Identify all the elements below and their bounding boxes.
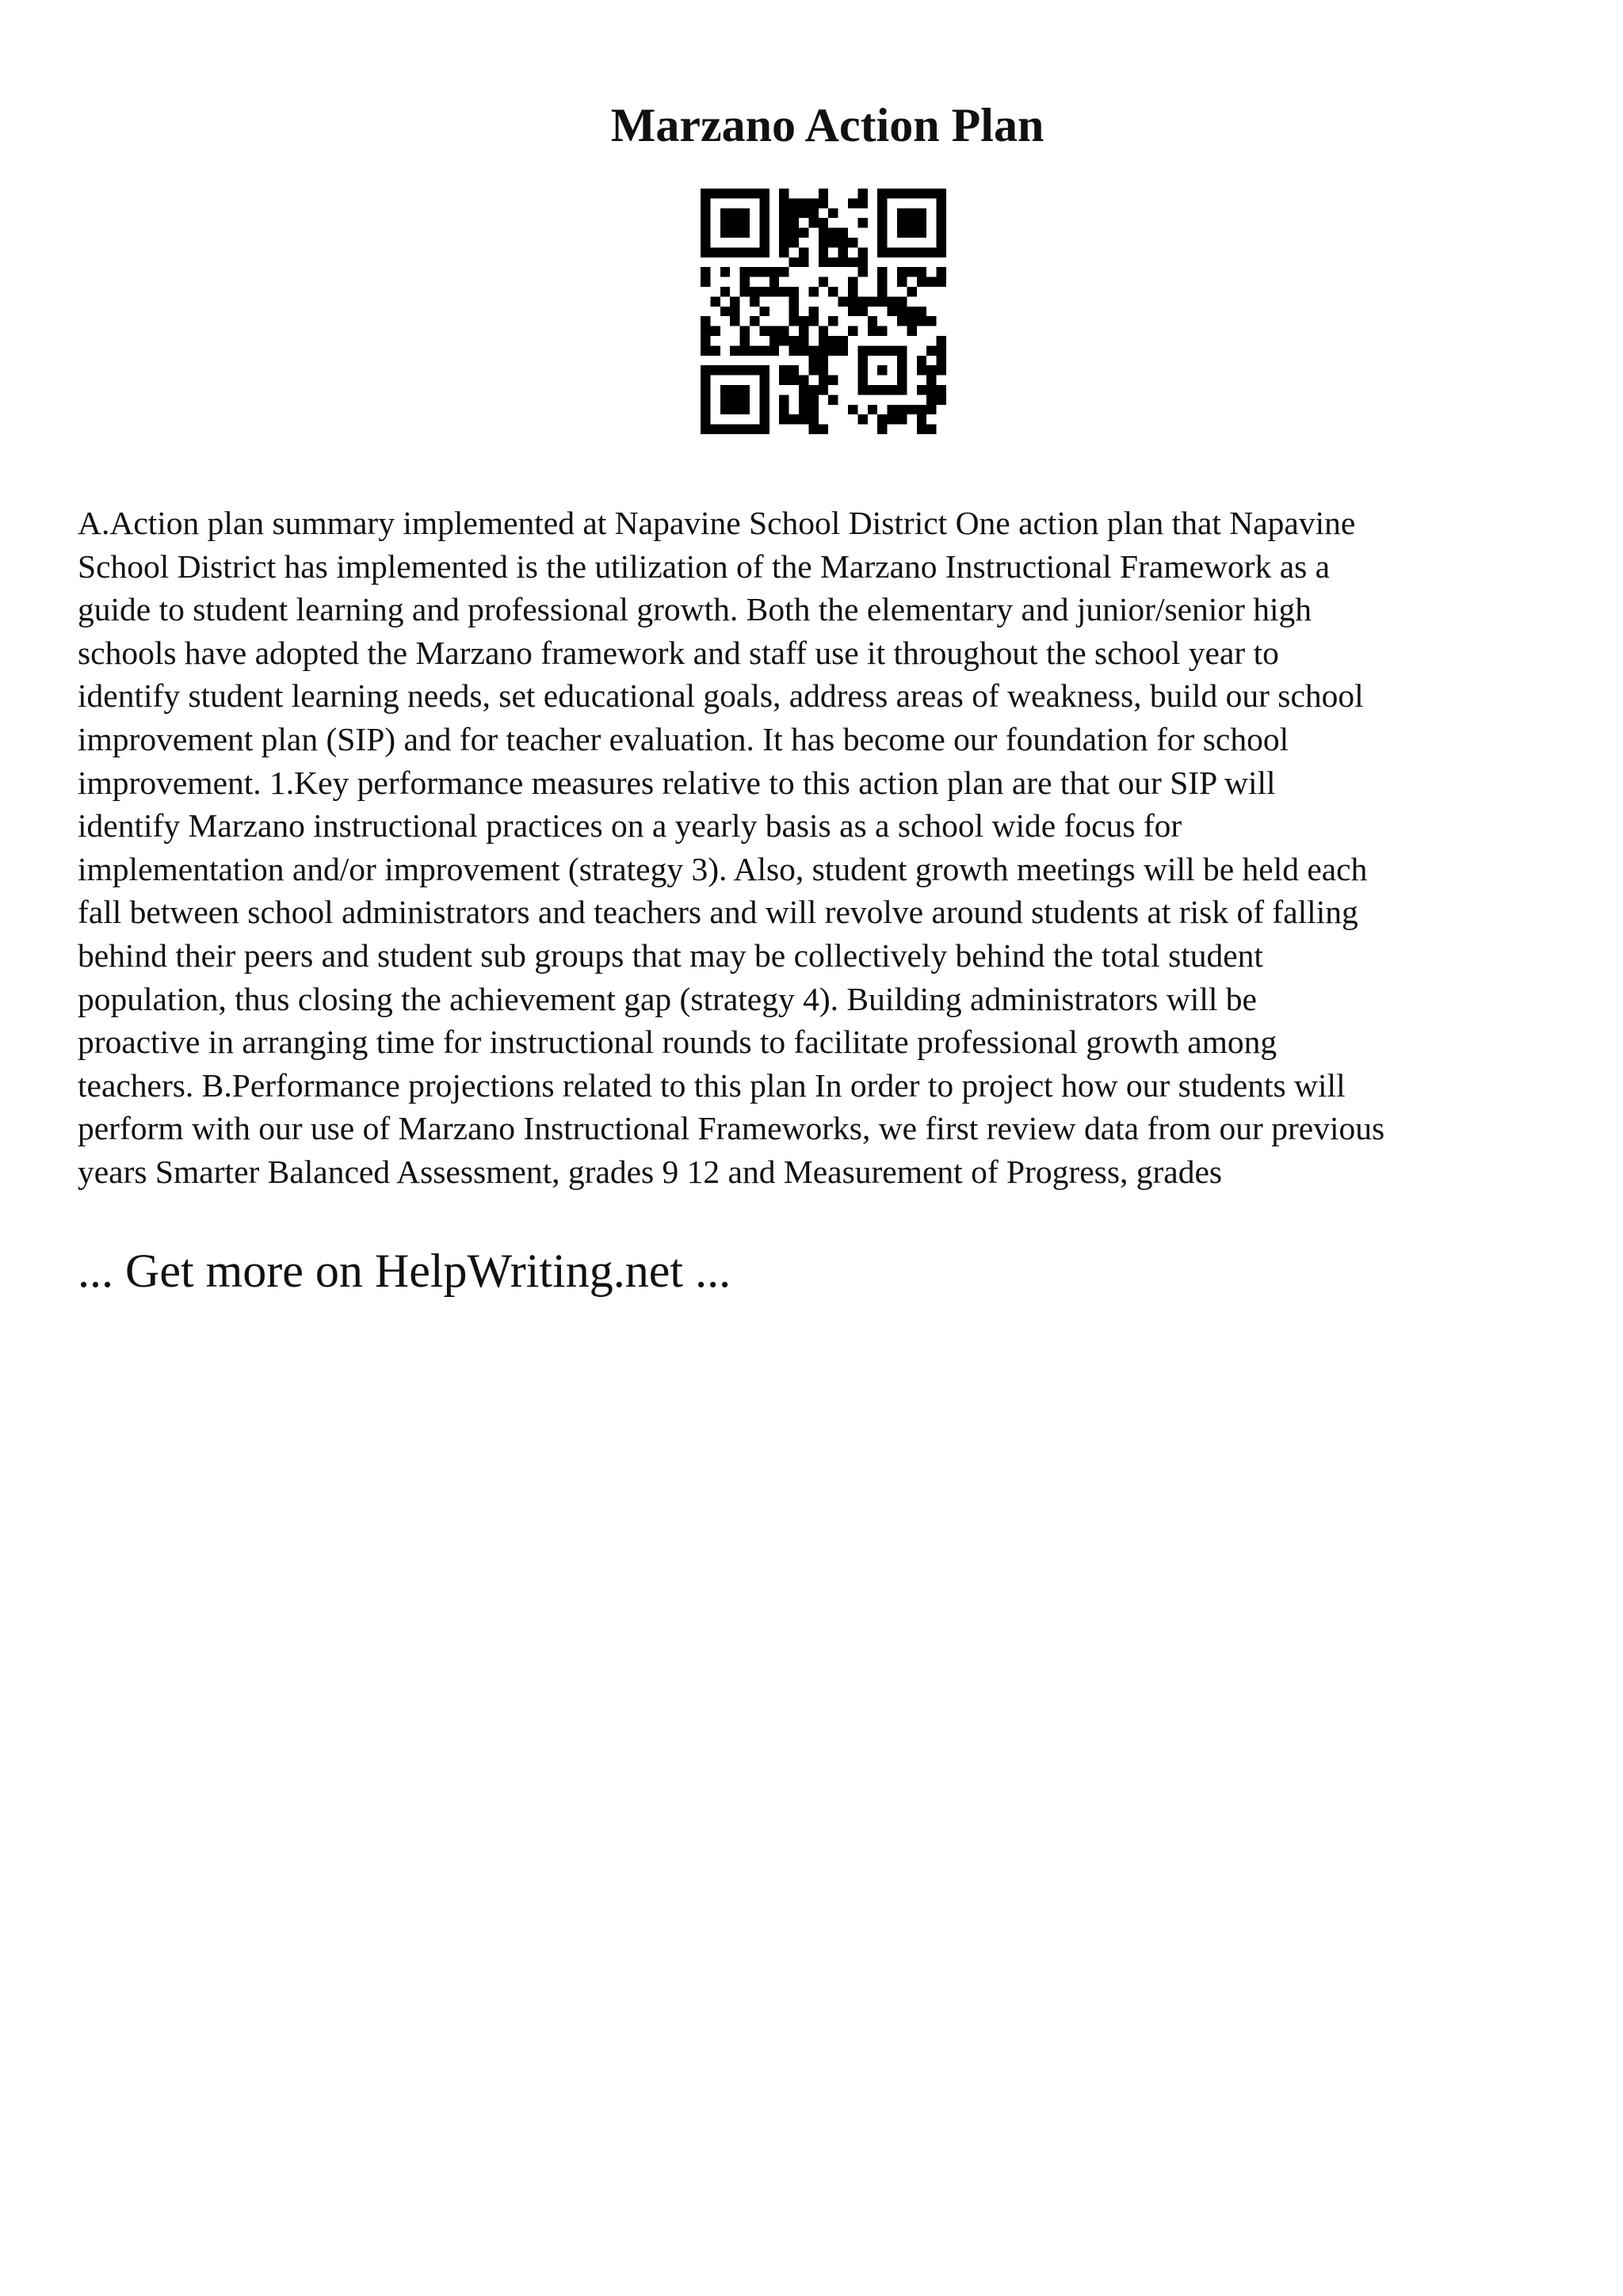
page-title: Marzano Action Plan <box>610 99 1044 151</box>
body-line: improvement. 1.Key performance measures relative to this action plan are that our SIP will <box>78 764 1276 801</box>
body-line: fall between school administrators and teachers and will revolve around students at risk of falling <box>78 894 1358 931</box>
body-line: School District has implemented is the utilization of the Marzano Instructional Framework as a <box>78 547 1331 585</box>
body-paragraph <box>78 502 1560 1194</box>
body-line: identify student learning needs, set educational goals, address areas of weakness, build our school <box>78 677 1364 715</box>
body-line: guide to student learning and professional growth. Both the elementary and junior/senior high <box>78 591 1312 628</box>
body-line: proactive in arranging time for instructional rounds to facilitate professional growth among <box>78 1024 1277 1061</box>
body-line: population, thus closing the achievement gap (strategy 4). Building administrators will be <box>78 980 1257 1017</box>
body-line: improvement plan (SIP) and for teacher evaluation. It has become our foundation for school <box>78 720 1289 757</box>
body-line: perform with our use of Marzano Instructional Frameworks, we first review data from our previous <box>78 1110 1385 1147</box>
body-line: identify Marzano instructional practices on a yearly basis as a school wide focus for <box>78 807 1182 845</box>
qr-code-icon <box>701 189 946 434</box>
body-line: implementation and/or improvement (strategy 3). Also, student growth meetings will be held each <box>78 850 1368 887</box>
body-line: years Smarter Balanced Assessment, grades 9 12 and Measurement of Progress, grades <box>78 1153 1223 1190</box>
body-line: schools have adopted the Marzano framework and staff use it throughout the school year to <box>78 634 1279 671</box>
body-line: A.Action plan summary implemented at Napavine School District One action plan that Napavine <box>78 505 1356 541</box>
qr-code-graphic <box>701 189 946 434</box>
body-line: teachers. B.Performance projections related to this plan In order to project how our students will <box>78 1066 1346 1104</box>
body-line: behind their peers and student sub groups that may be collectively behind the total student <box>78 936 1263 974</box>
get-more-link[interactable]: ... Get more on HelpWriting.net ... <box>78 1245 731 1297</box>
